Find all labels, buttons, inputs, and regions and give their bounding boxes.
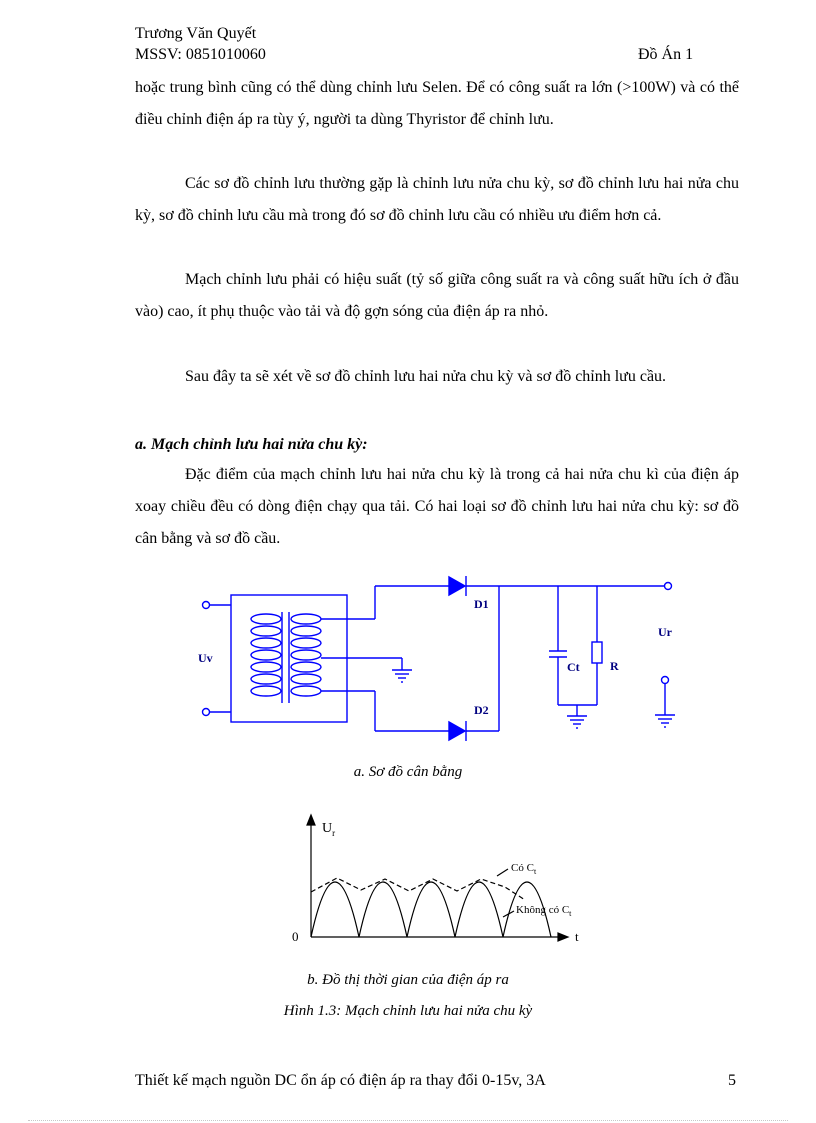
rectifier-circuit-diagram bbox=[195, 575, 685, 745]
section-heading: a. Mạch chỉnh lưu hai nửa chu kỳ: bbox=[135, 436, 368, 453]
output-terminal-top bbox=[665, 583, 672, 590]
label-d1: D1 bbox=[474, 597, 489, 611]
center-tap-ground-icon bbox=[392, 670, 412, 682]
header-project: Đồ Án 1 bbox=[638, 46, 694, 63]
input-terminal-bottom bbox=[203, 709, 210, 716]
diode-d1 bbox=[449, 576, 466, 596]
capacitor-ct bbox=[549, 651, 567, 657]
header-author: Trương Văn Quyết bbox=[135, 25, 257, 42]
origin-label: 0 bbox=[292, 929, 299, 944]
footer-title: Thiết kế mạch nguồn DC ổn áp có điện áp ra thay đổi 0-15v, 3A bbox=[135, 1072, 546, 1089]
paragraph-2: Các sơ đồ chỉnh lưu thường gặp là chỉnh lưu nửa chu kỳ, sơ đồ chỉnh lưu hai nửa chu kỳ, sơ đồ chỉnh lưu cầu mà trong đó sơ đồ chỉnh lưu cầu có nhiều ưu điểm hơn cả. bbox=[135, 175, 739, 224]
without-cap-label: Không có $C_t$ bbox=[516, 904, 572, 918]
paragraph-3: Mạch chỉnh lưu phải có hiệu suất (tỷ số giữa công suất ra và công suất hữu ích ở đầu vào) cao, ít phụ thuộc vào tải và độ gợn sóng của điện áp ra nhỏ. bbox=[135, 271, 739, 320]
load-ground-icon bbox=[567, 716, 587, 728]
resistor-r bbox=[592, 642, 602, 663]
label-r: R bbox=[610, 659, 619, 673]
x-axis-arrow bbox=[558, 933, 568, 941]
y-axis-arrow bbox=[307, 815, 315, 825]
output-terminal-bottom bbox=[662, 677, 669, 684]
x-axis-label: t bbox=[575, 929, 579, 944]
with-cap-label: Có $C_t$ bbox=[511, 862, 537, 876]
output-ground-icon bbox=[655, 715, 675, 727]
graph-caption: b. Đồ thị thời gian của điện áp ra bbox=[307, 972, 509, 988]
figure-caption: Hình 1.3: Mạch chỉnh lưu hai nửa chu kỳ bbox=[283, 1003, 533, 1019]
input-terminal-top bbox=[203, 602, 210, 609]
label-ur: Ur bbox=[658, 625, 672, 639]
label-d2: D2 bbox=[474, 703, 489, 717]
label-uv: Uv bbox=[198, 651, 213, 665]
with-cap-pointer bbox=[497, 869, 508, 876]
section-paragraph: Đặc điểm của mạch chỉnh lưu hai nửa chu kỳ là trong cả hai nửa chu kì của điện áp xoay chiều đều có dòng điện chạy qua tải. Có hai loại sơ đồ chỉnh lưu hai nửa chu kỳ: sơ đồ cân bằng và sơ đồ cầu. bbox=[135, 466, 739, 547]
rectified-waveform bbox=[311, 882, 551, 937]
diode-d2 bbox=[449, 721, 466, 741]
label-ct: Ct bbox=[567, 660, 580, 674]
paragraph-1: hoặc trung bình cũng có thể dùng chỉnh lưu Selen. Để có công suất ra lớn (>100W) và có thể điều chỉnh điện áp ra tùy ý, người ta dùng Thyristor để chỉnh lưu. bbox=[135, 79, 739, 128]
header-student-id: MSSV: 0851010060 bbox=[135, 46, 266, 63]
y-axis-label: $U_r$ bbox=[322, 821, 336, 838]
secondary-winding bbox=[291, 614, 321, 696]
output-voltage-graph bbox=[285, 810, 605, 950]
paragraph-4: Sau đây ta sẽ xét về sơ đồ chỉnh lưu hai nửa chu kỳ và sơ đồ chỉnh lưu cầu. bbox=[185, 368, 667, 385]
primary-winding bbox=[251, 614, 281, 696]
footer-divider bbox=[28, 1120, 788, 1121]
circuit-caption: a. Sơ đồ cân bằng bbox=[353, 764, 463, 780]
page-number: 5 bbox=[728, 1072, 736, 1089]
